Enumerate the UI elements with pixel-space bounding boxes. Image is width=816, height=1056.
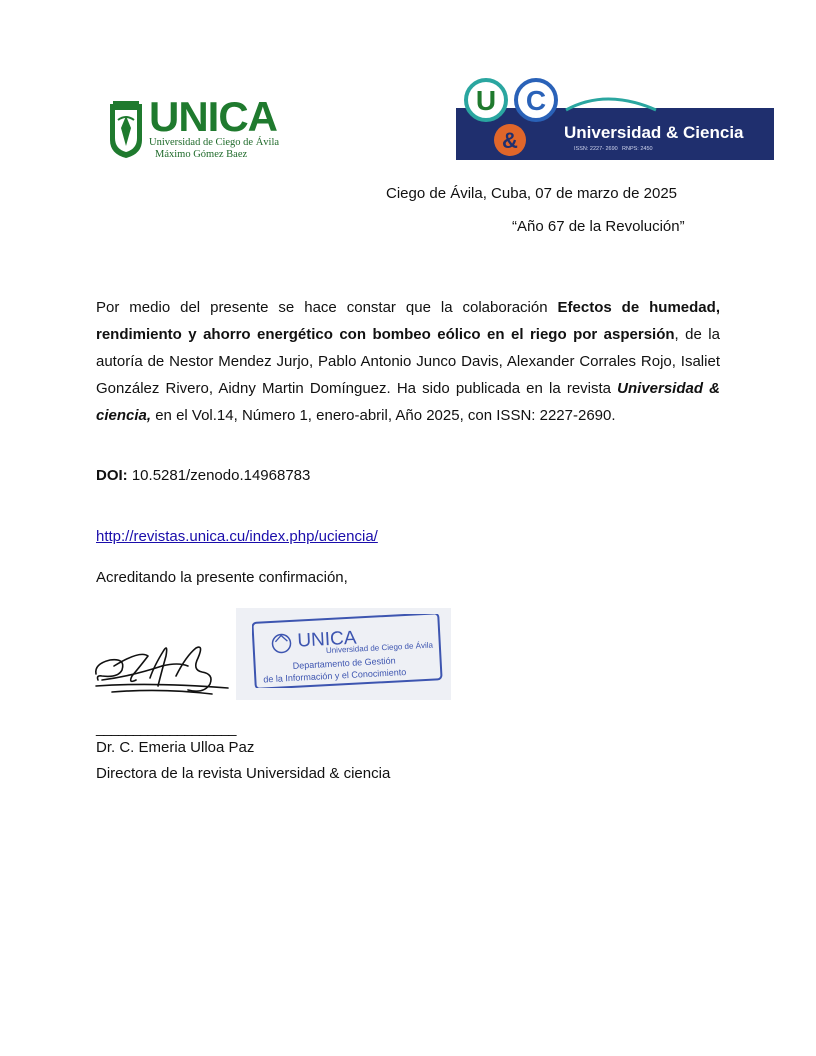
certification-paragraph [96,294,720,429]
doi-value: 10.5281/zenodo.14968783 [127,467,311,484]
journal-logo-issn: ISSN: 2227- 2690 [574,146,618,152]
stamp-name: UNICA [296,627,358,652]
signer-name: Dr. C. Emeria Ulloa Paz [96,739,255,756]
place-date: Ciego de Ávila, Cuba, 07 de marzo de 2025 [386,185,678,202]
signer-title: Directora de la revista Universidad & ciencia [96,765,391,782]
journal-logo [456,78,774,160]
unica-logo [107,93,280,166]
journal-logo-rnps: RNPS: 2450 [622,146,653,152]
handwritten-signature [92,636,232,698]
intro-text: Por medio del presente se hace constar que la colaboración [96,299,558,316]
journal-url-link[interactable]: http://revistas.unica.cu/index.php/uciencia/ [96,528,378,545]
year-motto: “Año 67 de la Revolución” [512,218,685,235]
unica-logo-name: UNICA [149,93,277,140]
stamp-line-3: de la Información y el Conocimiento [263,666,407,685]
journal-logo-ampersand: & [502,128,518,153]
unica-logo-subtitle-2: Máximo Gómez Baez [155,149,248,160]
stamp-line-2: Departamento de Gestión [292,655,396,671]
signature-line: ___________________ [96,720,236,737]
doi-label: DOI: [96,467,128,484]
closing-line: Acreditando la presente confirmación, [96,569,348,586]
unica-crest-icon [107,100,145,160]
journal-logo-u-letter: U [475,85,497,116]
publication-details: en el Vol.14, Número 1, enero-abril, Año 2025, con ISSN: 2227-2690. [151,407,616,424]
stamp-line-1: Universidad de Ciego de Ávila [325,640,434,656]
journal-name: Universidad & ciencia, [96,380,720,424]
journal-logo-title: Universidad & Ciencia [564,123,744,142]
journal-logo-c-letter: C [525,85,547,116]
article-title: Efectos de humedad, rendimiento y ahorro energético con bombeo eólico en el riego por aspersión [96,299,720,343]
doi-line [96,463,310,489]
stamp-emblem-icon [272,634,291,653]
department-stamp [252,614,444,688]
unica-logo-subtitle-1: Universidad de Ciego de Ávila [149,137,280,148]
authorship-text: , de la autoría de Nestor Mendez Jurjo, Pablo Antonio Junco Davis, Alexander Corrales Rojo, Isaliet González Rivero, Aidny Martin Domínguez. Ha sido publicada en la revista [96,326,720,397]
